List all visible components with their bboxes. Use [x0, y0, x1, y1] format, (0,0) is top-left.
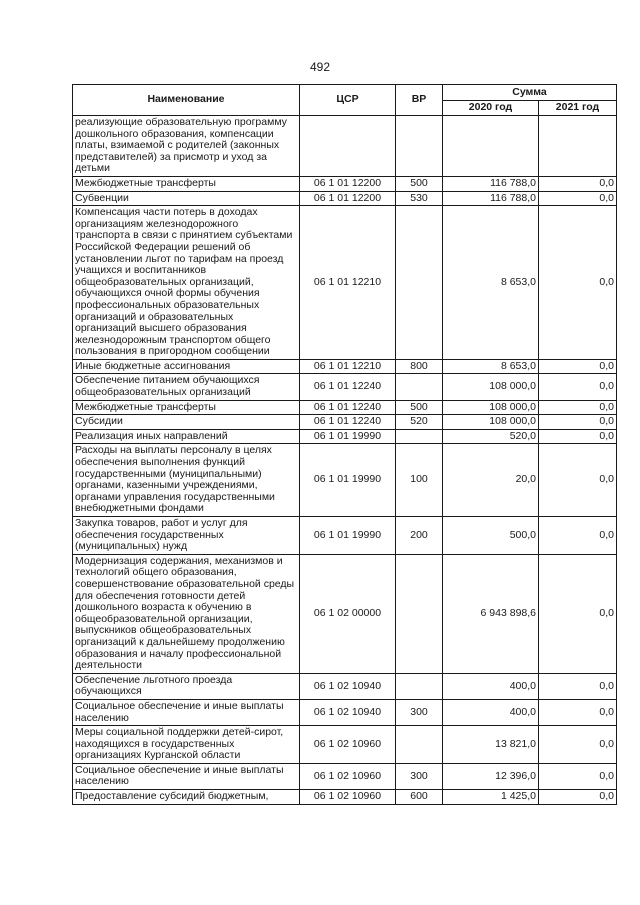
row-csr: 06 1 02 10960 — [300, 790, 396, 805]
row-amount-2020: 108 000,0 — [443, 374, 539, 400]
header-csr: ЦСР — [300, 85, 396, 116]
row-amount-2021: 0,0 — [539, 517, 617, 555]
row-name: Субсидии — [73, 415, 300, 430]
row-amount-2021: 0,0 — [539, 415, 617, 430]
row-csr: 06 1 01 12210 — [300, 206, 396, 360]
table-row — [73, 673, 617, 699]
row-amount-2020 — [443, 116, 539, 177]
table-row — [73, 374, 617, 400]
row-vr: 200 — [396, 517, 443, 555]
row-amount-2021: 0,0 — [539, 554, 617, 673]
row-csr: 06 1 01 19990 — [300, 444, 396, 517]
header-name: Наименование — [73, 85, 300, 116]
header-sum: Сумма — [443, 85, 617, 101]
row-amount-2020: 108 000,0 — [443, 400, 539, 415]
row-name: Социальное обеспечение и иные выплаты населению — [73, 699, 300, 725]
row-vr — [396, 673, 443, 699]
row-vr: 520 — [396, 415, 443, 430]
row-csr: 06 1 01 12200 — [300, 176, 396, 191]
row-csr: 06 1 01 12210 — [300, 359, 396, 374]
row-vr — [396, 429, 443, 444]
row-csr: 06 1 01 12240 — [300, 415, 396, 430]
table-row — [73, 415, 617, 430]
row-amount-2020: 520,0 — [443, 429, 539, 444]
row-amount-2021: 0,0 — [539, 790, 617, 805]
header-year-2020: 2020 год — [443, 101, 539, 116]
table-row — [73, 429, 617, 444]
row-vr — [396, 726, 443, 764]
row-amount-2021: 0,0 — [539, 374, 617, 400]
header-vr: ВР — [396, 85, 443, 116]
row-name: Реализация иных направлений — [73, 429, 300, 444]
row-amount-2021: 0,0 — [539, 673, 617, 699]
row-name: Обеспечение питанием обучающихся общеобразовательных организаций — [73, 374, 300, 400]
row-vr: 300 — [396, 763, 443, 789]
row-vr: 800 — [396, 359, 443, 374]
table-row — [73, 726, 617, 764]
row-amount-2020: 13 821,0 — [443, 726, 539, 764]
row-amount-2021: 0,0 — [539, 429, 617, 444]
row-csr: 06 1 01 12200 — [300, 191, 396, 206]
table-row — [73, 400, 617, 415]
row-amount-2021: 0,0 — [539, 400, 617, 415]
row-amount-2021 — [539, 116, 617, 177]
row-amount-2021: 0,0 — [539, 763, 617, 789]
row-amount-2021: 0,0 — [539, 359, 617, 374]
row-vr — [396, 374, 443, 400]
row-name: Обеспечение льготного проезда обучающихся — [73, 673, 300, 699]
row-name: Субвенции — [73, 191, 300, 206]
row-name: Расходы на выплаты персоналу в целях обеспечения выполнения функций государственными (муниципальными) органами, казенными учреждениями, органами управления государственными внебюджетными фондами — [73, 444, 300, 517]
row-csr: 06 1 02 10960 — [300, 763, 396, 789]
table-row — [73, 191, 617, 206]
row-csr: 06 1 01 19990 — [300, 429, 396, 444]
header-year-2021: 2021 год — [539, 101, 617, 116]
row-csr: 06 1 02 00000 — [300, 554, 396, 673]
row-amount-2020: 6 943 898,6 — [443, 554, 539, 673]
row-vr — [396, 116, 443, 177]
row-amount-2020: 8 653,0 — [443, 206, 539, 360]
row-vr — [396, 554, 443, 673]
row-amount-2021: 0,0 — [539, 444, 617, 517]
row-name: Социальное обеспечение и иные выплаты населению — [73, 763, 300, 789]
table-row — [73, 176, 617, 191]
table-row — [73, 554, 617, 673]
row-amount-2021: 0,0 — [539, 176, 617, 191]
row-csr — [300, 116, 396, 177]
table-body — [73, 116, 617, 805]
row-name: Иные бюджетные ассигнования — [73, 359, 300, 374]
table-row — [73, 444, 617, 517]
row-name: Модернизация содержания, механизмов и технологий общего образования, совершенствование образовательной среды для обеспечения готовности детей дошкольного возраста к обучению в общеобразовательной организации, выпускников общеобразовательных организаций к дальнейшему продолжению образования и началу профессиональной деятельности — [73, 554, 300, 673]
row-amount-2020: 20,0 — [443, 444, 539, 517]
row-amount-2020: 1 425,0 — [443, 790, 539, 805]
table-row — [73, 206, 617, 360]
row-amount-2021: 0,0 — [539, 206, 617, 360]
row-csr: 06 1 01 12240 — [300, 374, 396, 400]
row-csr: 06 1 02 10960 — [300, 726, 396, 764]
row-amount-2021: 0,0 — [539, 699, 617, 725]
row-csr: 06 1 02 10940 — [300, 699, 396, 725]
row-csr: 06 1 02 10940 — [300, 673, 396, 699]
row-amount-2020: 116 788,0 — [443, 191, 539, 206]
budget-table — [72, 84, 617, 805]
row-amount-2020: 500,0 — [443, 517, 539, 555]
row-vr: 300 — [396, 699, 443, 725]
row-name: Предоставление субсидий бюджетным, — [73, 790, 300, 805]
row-vr — [396, 206, 443, 360]
row-vr: 530 — [396, 191, 443, 206]
row-amount-2021: 0,0 — [539, 191, 617, 206]
row-csr: 06 1 01 19990 — [300, 517, 396, 555]
table-row — [73, 790, 617, 805]
row-amount-2020: 12 396,0 — [443, 763, 539, 789]
row-name: Закупка товаров, работ и услуг для обеспечения государственных (муниципальных) нужд — [73, 517, 300, 555]
page-number: 492 — [309, 60, 331, 74]
row-amount-2020: 400,0 — [443, 699, 539, 725]
table-row — [73, 359, 617, 374]
row-name: Компенсация части потерь в доходах организациям железнодорожного транспорта в связи с принятием субъектами Российской Федерации решений об установлении льгот по тарифам на проезд учащихся и воспитанников общеобразовательных организаций, обучающихся очной формы обучения профессиональных образовательных организаций и образовательных организаций высшего образования железнодорожным транспортом общего пользования в пригородном сообщении — [73, 206, 300, 360]
row-amount-2020: 108 000,0 — [443, 415, 539, 430]
row-amount-2021: 0,0 — [539, 726, 617, 764]
row-name: Межбюджетные трансферты — [73, 400, 300, 415]
table-row — [73, 699, 617, 725]
table-row — [73, 116, 617, 177]
row-vr: 100 — [396, 444, 443, 517]
row-amount-2020: 116 788,0 — [443, 176, 539, 191]
row-vr: 500 — [396, 176, 443, 191]
row-amount-2020: 400,0 — [443, 673, 539, 699]
row-vr: 500 — [396, 400, 443, 415]
row-name: Межбюджетные трансферты — [73, 176, 300, 191]
row-name: реализующие образовательную программу дошкольного образования, компенсации платы, взимаемой с родителей (законных представителей) за присмотр и уход за детьми — [73, 116, 300, 177]
row-name: Меры социальной поддержки детей-сирот, находящихся в государственных организациях Курганской области — [73, 726, 300, 764]
row-vr: 600 — [396, 790, 443, 805]
table-row — [73, 517, 617, 555]
row-amount-2020: 8 653,0 — [443, 359, 539, 374]
row-csr: 06 1 01 12240 — [300, 400, 396, 415]
table-row — [73, 763, 617, 789]
